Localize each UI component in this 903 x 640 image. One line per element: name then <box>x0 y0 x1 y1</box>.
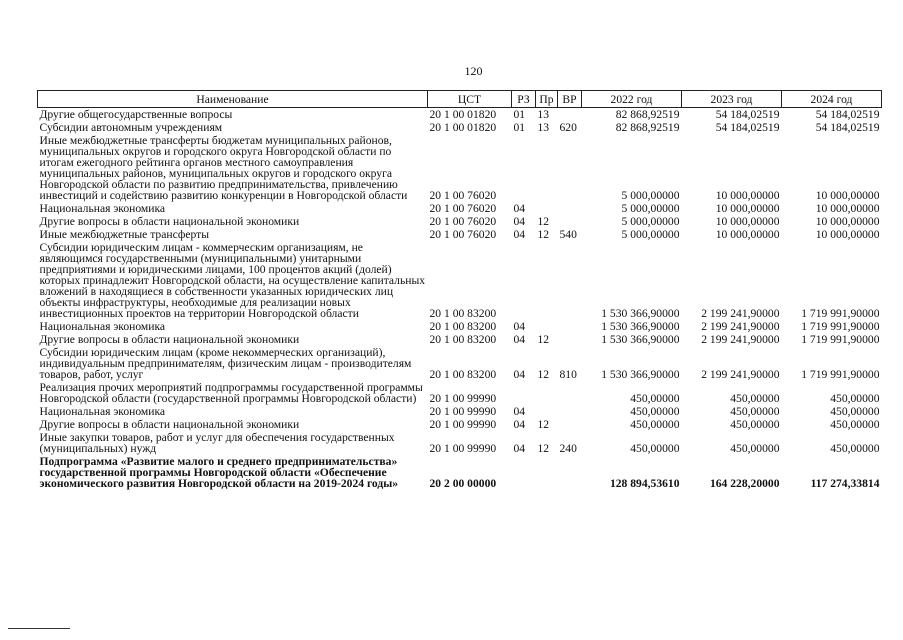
row-2022: 450,00000 <box>630 442 680 455</box>
row-rz: 01 <box>513 108 526 121</box>
row-vr <box>558 215 582 228</box>
row-vr <box>558 320 582 333</box>
table-header-row <box>38 91 882 108</box>
row-2024: 450,00000 <box>830 418 880 431</box>
row-2022: 1 530 366,90000 <box>601 320 680 333</box>
table-row <box>38 405 882 418</box>
row-2022: 1 530 366,90000 <box>601 307 680 320</box>
row-2022: 128 894,53610 <box>609 477 680 490</box>
table-row <box>38 215 882 228</box>
row-name: Другие вопросы в области национальной экономики <box>39 215 300 228</box>
row-vr <box>558 381 582 405</box>
header-cst: ЦСТ <box>428 91 512 108</box>
row-name: Иные межбюджетные трансферты <box>39 228 210 241</box>
table-row <box>38 333 882 346</box>
row-pr <box>536 455 558 490</box>
row-2024: 450,00000 <box>830 405 880 418</box>
table-row <box>38 108 882 122</box>
row-cst: 20 1 00 01820 <box>429 121 497 134</box>
row-name: Реализация прочих мероприятий подпрограммы государственной программы Новгородской области (государственной программы Новгородской области) <box>39 381 423 405</box>
row-vr <box>558 333 582 346</box>
row-rz: 04 <box>513 405 526 418</box>
row-name: Национальная экономика <box>39 405 166 418</box>
table-row <box>38 418 882 431</box>
row-cst: 20 1 00 83200 <box>429 368 497 381</box>
header-rz: РЗ <box>512 91 536 108</box>
row-2022: 1 530 366,90000 <box>601 333 680 346</box>
table-row <box>38 320 882 333</box>
footer-rule <box>8 628 70 629</box>
row-name: Субсидии юридическим лицам (кроме некоммерческих организаций), индивидуальным предпринимателям, физическим лицам - производителям товаров, работ, услуг <box>39 346 412 381</box>
row-2022: 82 868,92519 <box>615 108 680 121</box>
row-vr: 540 <box>559 228 577 241</box>
row-name: Другие общегосударственные вопросы <box>39 108 233 121</box>
row-2024: 1 719 991,90000 <box>801 368 880 381</box>
row-2022: 5 000,00000 <box>621 189 680 202</box>
row-cst: 20 1 00 76020 <box>429 202 497 215</box>
header-2022: 2022 год <box>582 91 682 108</box>
row-pr <box>536 381 558 405</box>
row-rz <box>512 241 536 320</box>
row-2022: 450,00000 <box>630 418 680 431</box>
row-pr: 12 <box>537 215 550 228</box>
row-vr <box>558 455 582 490</box>
row-cst: 20 1 00 76020 <box>429 189 497 202</box>
row-cst: 20 1 00 99990 <box>429 392 497 405</box>
row-2023: 2 199 241,90000 <box>701 307 780 320</box>
row-vr <box>558 108 582 122</box>
row-pr: 12 <box>537 418 550 431</box>
table-row <box>38 455 882 490</box>
row-vr <box>558 202 582 215</box>
row-vr <box>558 418 582 431</box>
budget-table <box>37 90 882 490</box>
table-row <box>38 346 882 381</box>
row-name: Иные межбюджетные трансферты бюджетам муниципальных районов, муниципальных округов и городского округа Новгородской области по итогам ежегодного рейтинга органов местного самоуправления муниципальных районов, муниципальных округов и городского округа Новгородской области по развитию предпринимательства, привлечению инвестиций и содействию развитию конкуренции в Новгородской области <box>39 134 408 202</box>
row-rz: 04 <box>513 320 526 333</box>
row-cst: 20 1 00 83200 <box>429 307 497 320</box>
row-pr: 12 <box>537 368 550 381</box>
table-row <box>38 431 882 455</box>
table-row <box>38 381 882 405</box>
row-2023: 54 184,02519 <box>715 108 780 121</box>
row-rz <box>512 134 536 202</box>
row-2022: 450,00000 <box>630 405 680 418</box>
row-2022: 450,00000 <box>630 392 680 405</box>
row-2024: 1 719 991,90000 <box>801 307 880 320</box>
row-2024: 10 000,00000 <box>815 228 880 241</box>
header-2024: 2024 год <box>782 91 882 108</box>
row-pr <box>536 202 558 215</box>
row-cst: 20 1 00 76020 <box>429 215 497 228</box>
row-pr: 13 <box>537 121 550 134</box>
row-rz: 04 <box>513 333 526 346</box>
row-2024: 10 000,00000 <box>815 202 880 215</box>
row-name: Другие вопросы в области национальной экономики <box>39 333 300 346</box>
row-pr <box>536 241 558 320</box>
row-cst: 20 1 00 99990 <box>429 405 497 418</box>
row-2023: 10 000,00000 <box>715 228 780 241</box>
row-pr <box>536 134 558 202</box>
row-rz <box>512 455 536 490</box>
row-2024: 450,00000 <box>830 392 880 405</box>
row-rz: 01 <box>513 121 526 134</box>
row-pr: 12 <box>537 228 550 241</box>
row-name: Иные закупки товаров, работ и услуг для обеспечения государственных (муниципальных) нужд <box>39 431 395 455</box>
header-pr: Пр <box>536 91 558 108</box>
row-2023: 164 228,20000 <box>709 477 780 490</box>
row-2023: 450,00000 <box>730 405 780 418</box>
row-2023: 450,00000 <box>730 418 780 431</box>
row-2023: 10 000,00000 <box>715 215 780 228</box>
row-cst: 20 1 00 83200 <box>429 333 497 346</box>
row-vr: 240 <box>559 442 577 455</box>
header-2023: 2023 год <box>682 91 782 108</box>
table-row <box>38 228 882 241</box>
row-2023: 10 000,00000 <box>715 189 780 202</box>
row-cst: 20 1 00 01820 <box>429 108 497 121</box>
row-2022: 82 868,92519 <box>615 121 680 134</box>
row-rz: 04 <box>513 228 526 241</box>
row-cst: 20 1 00 83200 <box>429 320 497 333</box>
row-2024: 450,00000 <box>830 442 880 455</box>
row-2022: 5 000,00000 <box>621 215 680 228</box>
row-pr: 13 <box>537 108 550 121</box>
row-vr: 620 <box>559 121 577 134</box>
row-pr: 12 <box>537 442 550 455</box>
header-vr: ВР <box>558 91 582 108</box>
row-cst: 20 1 00 76020 <box>429 228 497 241</box>
row-2022: 1 530 366,90000 <box>601 368 680 381</box>
row-2024: 10 000,00000 <box>815 189 880 202</box>
row-2023: 2 199 241,90000 <box>701 368 780 381</box>
row-2024: 54 184,02519 <box>815 108 880 121</box>
row-2024: 10 000,00000 <box>815 215 880 228</box>
row-pr: 12 <box>537 333 550 346</box>
table-row <box>38 202 882 215</box>
row-2024: 117 274,33814 <box>810 477 880 490</box>
row-2023: 450,00000 <box>730 442 780 455</box>
row-rz: 04 <box>513 418 526 431</box>
row-vr <box>558 405 582 418</box>
row-cst: 20 1 00 99990 <box>429 418 497 431</box>
table-row <box>38 121 882 134</box>
row-2022: 5 000,00000 <box>621 228 680 241</box>
row-2023: 2 199 241,90000 <box>701 333 780 346</box>
row-rz: 04 <box>513 368 526 381</box>
row-2022: 5 000,00000 <box>621 202 680 215</box>
row-name: Национальная экономика <box>39 320 166 333</box>
row-2024: 1 719 991,90000 <box>801 333 880 346</box>
header-name: Наименование <box>38 91 428 108</box>
page-number: 120 <box>464 64 483 78</box>
row-2023: 450,00000 <box>730 392 780 405</box>
row-2023: 54 184,02519 <box>715 121 780 134</box>
row-rz: 04 <box>513 215 526 228</box>
row-2023: 2 199 241,90000 <box>701 320 780 333</box>
row-2024: 1 719 991,90000 <box>801 320 880 333</box>
row-rz: 04 <box>513 442 526 455</box>
row-pr <box>536 405 558 418</box>
row-pr <box>536 320 558 333</box>
row-rz <box>512 381 536 405</box>
row-cst: 20 1 00 99990 <box>429 442 497 455</box>
row-name: Другие вопросы в области национальной экономики <box>39 418 300 431</box>
row-name: Национальная экономика <box>39 202 166 215</box>
row-name: Субсидии автономным учреждениям <box>39 121 223 134</box>
row-2023: 10 000,00000 <box>715 202 780 215</box>
row-vr <box>558 134 582 202</box>
row-2024: 54 184,02519 <box>815 121 880 134</box>
row-cst: 20 2 00 00000 <box>429 477 497 490</box>
row-name: Подпрограмма «Развитие малого и среднего предпринимательства» государственной программы Новгородской области «Обеспечение экономического развития Новгородской области на 2019-2024 годы» <box>39 455 399 490</box>
row-rz: 04 <box>513 202 526 215</box>
row-name: Субсидии юридическим лицам - коммерческим организациям, не являющимся государственными (муниципальными) унитарными предприятиями и юридическими лицами, 100 процентов акций (долей) которых принадлежит Новгородской области, на осуществление капитальных вложений в находящиеся в собственности указанных юридических лиц объекты инфраструктуры, необходимые для реализации новых инвестиционных проектов на территории Новгородской области <box>39 241 426 320</box>
table-row <box>38 134 882 202</box>
row-vr: 810 <box>559 368 577 381</box>
table-row <box>38 241 882 320</box>
row-vr <box>558 241 582 320</box>
